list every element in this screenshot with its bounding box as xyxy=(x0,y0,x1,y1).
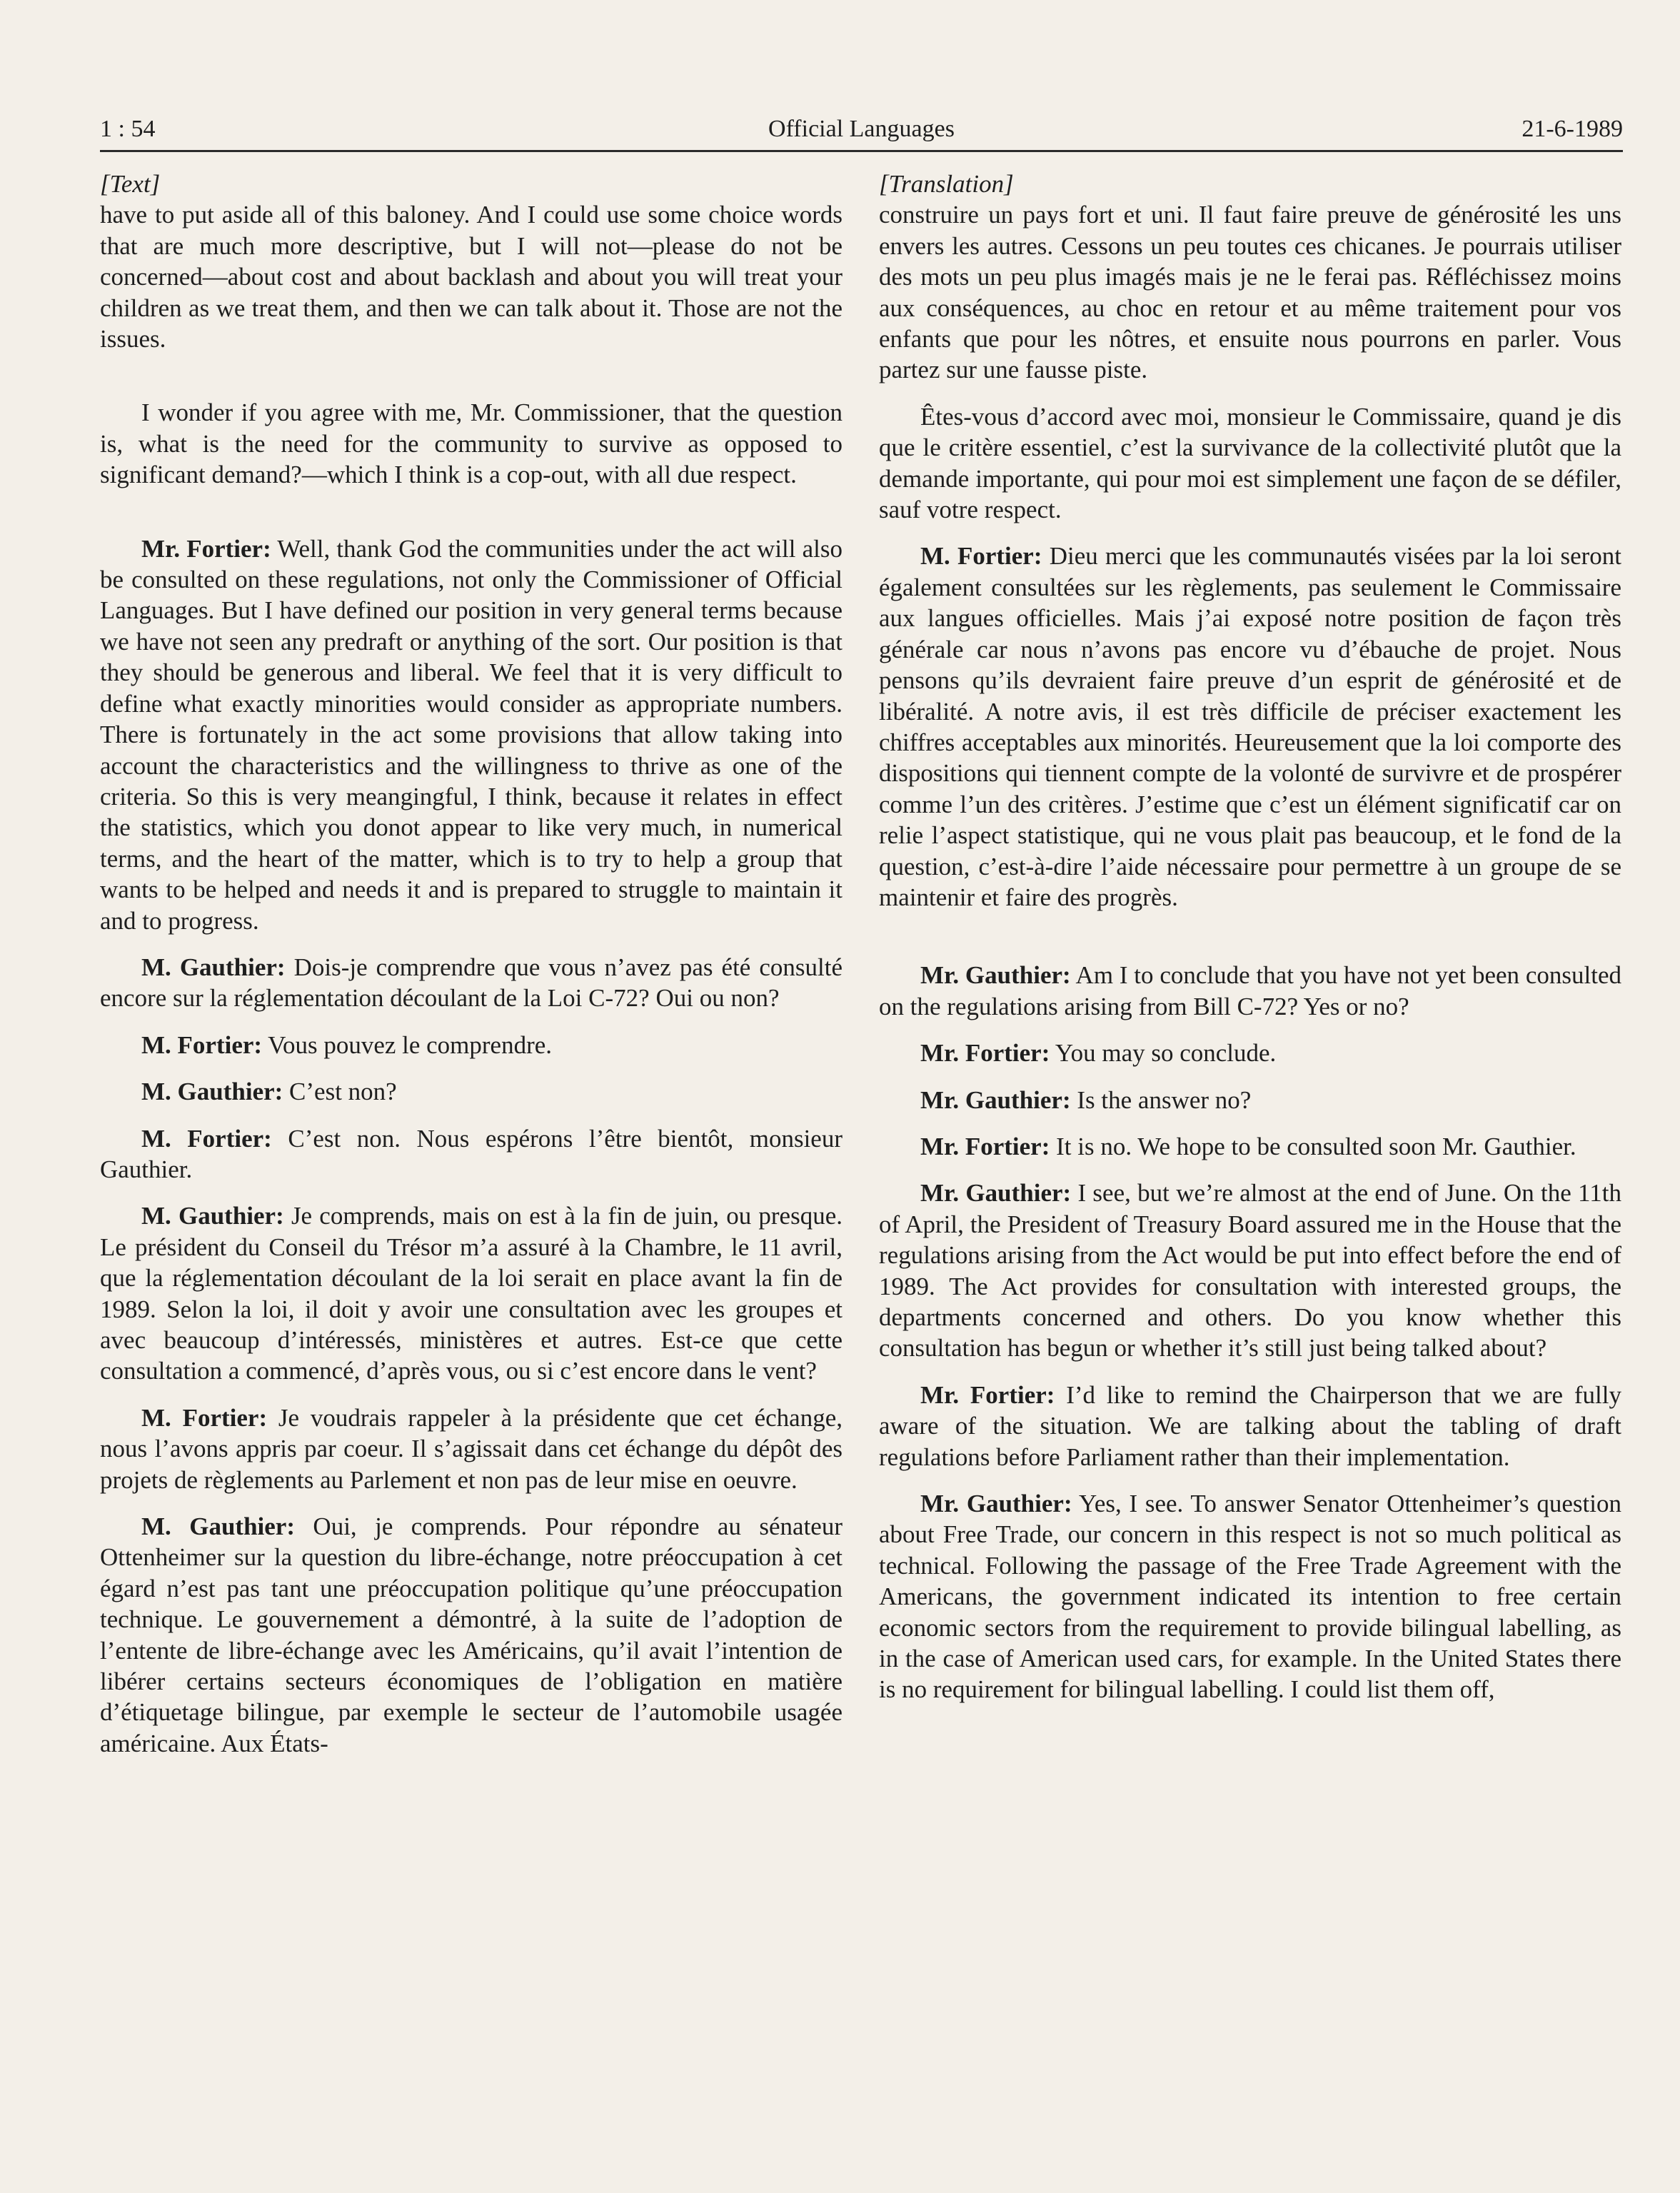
speaker-name: M. Fortier: xyxy=(920,542,1042,571)
page-date: 21-6-1989 xyxy=(1521,116,1623,142)
speaker-name: Mr. Gauthier: xyxy=(920,961,1071,990)
left-column xyxy=(100,169,842,2147)
speech-text: C’est non? xyxy=(283,1078,397,1106)
column-label: [Text] xyxy=(100,170,161,198)
paragraph xyxy=(100,952,842,1014)
label-text: Translation xyxy=(888,170,1005,198)
speech-text: Je comprends, mais on est à la fin de juin, ou presque. Le président du Conseil du Trésor m’a assuré à la Chambre, le 11 avril, que la réglementation découlant de la loi serait en place avant la fin de 1989. Selon la loi, il doit y avoir une consultation avec les groupes et avec beaucoup d’intéressés, ministères et autres. Est-ce que cette consultation a commencé, d’après vous, ou si c’est encore dans le vent? xyxy=(100,1202,842,1385)
paragraph: have to put aside all of this baloney. And I could use some choice words that are much more descriptive, but I will not—please do not be concerned—about cost and about backlash and about you will treat your children as we treat them, and then we can talk about it. Those are not the issues. xyxy=(100,201,842,353)
speech-text: Dois-je comprendre que vous n’avez pas été consulté encore sur la réglementation découlant de la Loi C-72? Oui ou non? xyxy=(100,953,842,1013)
label-text: Text xyxy=(109,170,151,198)
speech-text: Well, thank God the communities under the act will also be consulted on these regulations, not only the Commissioner of Official Languages. But I have defined our position in very general terms because we have not seen any predraft or anything of the sort. Our position is that they should be generous and liberal. We feel that it is very difficult to define what exactly minorities would consider as appropriate numbers. There is fortunately in the act some provisions that allow taking into account the characteristics and the willingness to thrive as one of the criteria. So this is very meangingful, I think, because it relates in effect the statistics, which you donot appear to like very much, in numerical terms, and the heart of the matter, which is to try to help a group that wants to be helped and needs it and is prepared to struggle to maintain it and to progress. xyxy=(100,534,842,935)
speech-text: It is no. We hope to be consulted soon Mr. Gauthier. xyxy=(1050,1132,1576,1160)
paragraph: I wonder if you agree with me, Mr. Commissioner, that the question is, what is the need for the community to survive as opposed to significant demand?—which I think is a cop-out, with all due respect. xyxy=(100,398,842,489)
paragraph xyxy=(879,1085,1621,1115)
speech-text: Am I to conclude that you have not yet been consulted on the regulations arising from Bill C-72? Yes or no? xyxy=(879,961,1621,1020)
speech-text: Oui, je comprends. Pour répondre au sénateur Ottenheimer sur la question du libre-échange, notre préoccupation à cet égard n’est pas tant une préoccupation politique qu’une préoccupation technique. Le gouvernement a démontré, à la suite de l’adoption de l’entente de libre-échange avec les Américains, qu’il avait l’intention de libérer certains secteurs économiques de l’obligation en matière d’étiquetage bilingue, par exemple le secteur de l’automobile usagée américaine. Aux États- xyxy=(100,1512,842,1757)
paragraph xyxy=(879,541,1621,913)
speaker-name: Mr. Gauthier: xyxy=(920,1085,1071,1114)
speaker-name: M. Fortier: xyxy=(141,1030,263,1059)
speech-text: C’est non. Nous espérons l’être bientôt, monsieur Gauthier. xyxy=(100,1124,842,1183)
paragraph xyxy=(100,1200,842,1386)
paragraph xyxy=(879,1380,1621,1472)
speaker-name: Mr. Gauthier: xyxy=(920,1179,1072,1208)
speaker-name: Mr. Fortier: xyxy=(920,1132,1050,1160)
paragraph xyxy=(100,1076,842,1107)
speech-text: I’d like to remind the Chairperson that we are fully aware of the situation. We are talking about the tabling of draft regulations before Parliament rather than their implementation. xyxy=(879,1380,1621,1471)
speaker-name: M. Fortier: xyxy=(141,1403,268,1432)
paragraph xyxy=(100,1511,842,1759)
speech-text: I see, but we’re almost at the end of June. On the 11th of April, the President of Treasury Board assured me in the House that the regulations arising from the Act would be put into effect before the end of 1989. The Act provides for consultation with interested groups, the departments concerned and others. Do you know whether this consultation has begun or whether it’s still just being talked about? xyxy=(879,1179,1621,1363)
paragraph xyxy=(100,533,842,936)
speech-text: You may so conclude. xyxy=(1050,1039,1277,1068)
speaker-name: M. Gauthier: xyxy=(141,1512,295,1541)
right-column xyxy=(879,169,1621,2147)
paragraph xyxy=(100,1123,842,1185)
speech-text: Je voudrais rappeler à la présidente que cet échange, nous l’avons appris par coeur. Il s’agissait dans cet échange du dépôt des projets de règlements au Parlement et non pas de leur mise en oeuvre. xyxy=(100,1403,842,1494)
page-header xyxy=(100,109,1623,152)
column-label: [Translation] xyxy=(879,170,1014,198)
speaker-name: M. Gauthier: xyxy=(141,953,286,981)
page-number: 1 : 54 xyxy=(100,116,156,142)
speech-text: Dieu merci que les communautés visées par la loi seront également consultées sur les règlements, pas seulement le Commissaire aux langues officielles. Mais j’ai exposé notre position de façon très générale car nous n’avons pas encore vu d’ébauche de projet. Nous pensons qu’ils devraient faire preuve d’un esprit de générosité et de libéralité. A notre avis, il est très difficile de préciser exactement les chiffres acceptables aux minorités. Heureusement que la loi comporte des dispositions qui tiennent compte de la volonté de survivre et de prospérer comme l’un des critères. J’estime que c’est un élément significatif car on relie l’aspect statistique, qui ne vous plait pas beaucoup, et le fond de la question, c’est-à-dire l’aide nécessaire pour permettre à un groupe de se maintenir et faire des progrès. xyxy=(879,542,1621,911)
speaker-name: M. Fortier: xyxy=(141,1124,272,1153)
speaker-name: Mr. Fortier: xyxy=(920,1039,1050,1068)
speaker-name: Mr. Gauthier: xyxy=(920,1490,1072,1518)
speech-text: Is the answer no? xyxy=(1070,1085,1252,1114)
paragraph xyxy=(879,960,1621,1022)
paragraph xyxy=(879,1131,1621,1162)
paragraph xyxy=(879,1038,1621,1068)
speaker-name: M. Gauthier: xyxy=(141,1202,284,1230)
paragraph: construire un pays fort et uni. Il faut faire preuve de générosité les uns envers les autres. Cessons un peu toutes ces chicanes. Je pourrais utiliser des mots un peu plus imagés mais je ne le ferai pas. Réfléchissez moins aux conséquences, au choc en retour et au même traitement pour vos enfants que pour les nôtres, et ensuite nous pourrons en parler. Vous partez sur une fausse piste. xyxy=(879,201,1621,384)
speech-text: Yes, I see. To answer Senator Ottenheimer’s question about Free Trade, our concern in this respect is not so much political as technical. Following the passage of the Free Trade Agreement with the Americans, the government indicated its intention to free certain economic sectors from the requirement to provide bilingual labelling, as in the case of American used cars, for example. In the United States there is no requirement for bilingual labelling. I could list them off, xyxy=(879,1490,1621,1704)
paragraph xyxy=(100,1030,842,1060)
speaker-name: Mr. Fortier: xyxy=(920,1380,1055,1409)
speech-text: Vous pouvez le comprendre. xyxy=(262,1030,553,1059)
paragraph xyxy=(879,1178,1621,1363)
paragraph xyxy=(100,1402,842,1495)
paragraph: Êtes-vous d’accord avec moi, monsieur le Commissaire, quand je dis que le critère essentiel, c’est la survivance de la collectivité plutôt que la demande importante, qui pour moi est simplement une façon de se défiler, sauf votre respect. xyxy=(879,402,1621,524)
speaker-name: M. Gauthier: xyxy=(141,1078,283,1106)
running-title: Official Languages xyxy=(768,116,955,142)
speaker-name: Mr. Fortier: xyxy=(141,534,271,563)
paragraph xyxy=(879,1488,1621,1705)
